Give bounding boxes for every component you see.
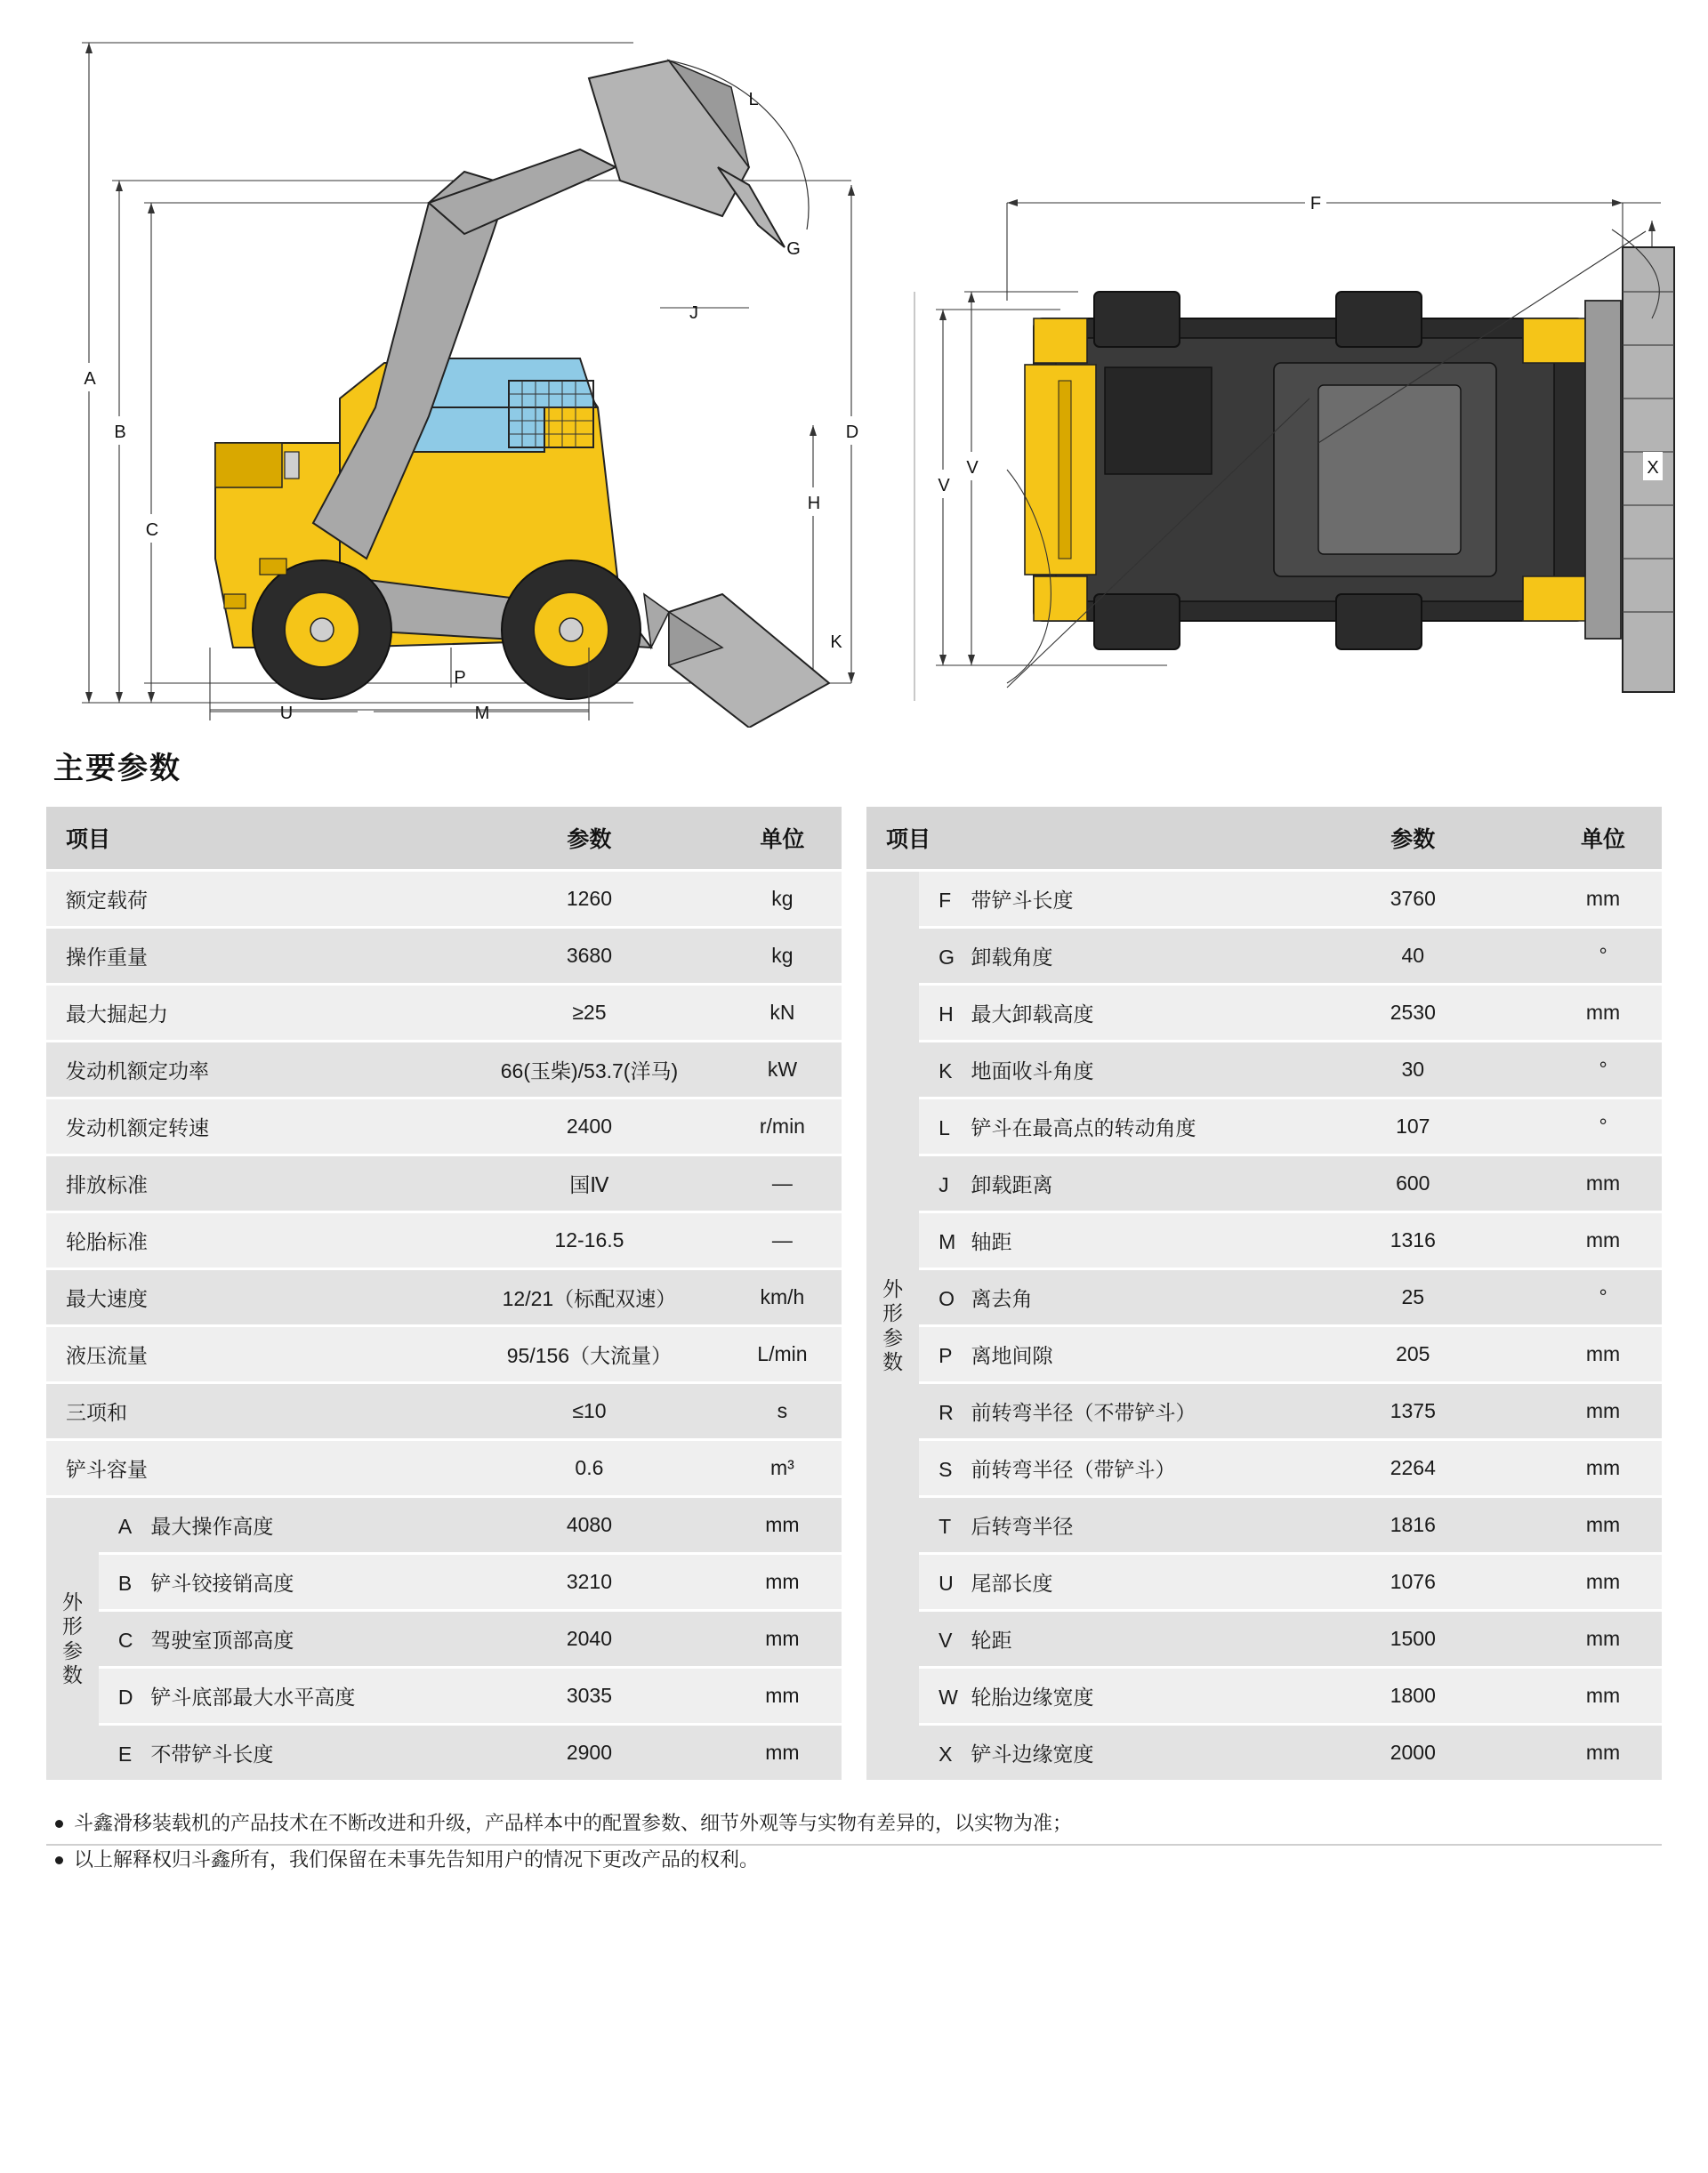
row-unit: mm — [1544, 1326, 1662, 1383]
row-item — [919, 1668, 1281, 1725]
table-row — [46, 1725, 842, 1782]
row-unit: mm — [1544, 1725, 1662, 1782]
row-unit: mm — [1544, 985, 1662, 1042]
group-label-outline — [46, 1497, 99, 1782]
row-item-text: 前转弯半径（带铲斗） — [971, 1458, 1176, 1481]
header-item: 项目 — [46, 807, 455, 871]
table-row — [46, 1155, 842, 1212]
table-row — [46, 1497, 842, 1554]
row-item-text: 带铲斗长度 — [971, 889, 1074, 912]
row-value: 3760 — [1281, 871, 1544, 928]
row-code: W — [939, 1686, 958, 1709]
group-label-outline — [866, 871, 919, 1782]
table-row — [46, 1326, 842, 1383]
dim-label-K: K — [830, 632, 842, 652]
row-item-text: 卸载距离 — [971, 1173, 1053, 1196]
row-item-text: 离去角 — [971, 1287, 1033, 1310]
row-value: 2400 — [455, 1099, 723, 1155]
row-unit: kg — [723, 928, 842, 985]
dim-label-B: B — [114, 423, 126, 442]
row-item-text: 轮距 — [971, 1629, 1012, 1652]
row-item: 轮胎标准 — [46, 1212, 455, 1269]
footnote-item — [55, 1806, 1662, 1842]
row-code: V — [939, 1629, 953, 1652]
table-row — [866, 1554, 1662, 1611]
header-param: 参数 — [455, 807, 723, 871]
side-view-drawing — [46, 25, 900, 728]
row-value: 3210 — [455, 1554, 723, 1611]
row-unit: mm — [1544, 1611, 1662, 1668]
row-code: D — [117, 1686, 133, 1709]
row-value: 3680 — [455, 928, 723, 985]
row-item — [919, 1269, 1281, 1326]
top-view-drawing — [900, 25, 1683, 728]
dim-label-V2: V — [938, 476, 950, 495]
row-value: 1316 — [1281, 1212, 1544, 1269]
row-item — [99, 1611, 455, 1668]
table-row — [866, 1725, 1662, 1782]
row-code: A — [117, 1515, 133, 1538]
row-unit: mm — [723, 1668, 842, 1725]
row-unit: — — [723, 1212, 842, 1269]
row-item: 铲斗容量 — [46, 1440, 455, 1497]
bullet-icon — [55, 1856, 63, 1864]
row-value: 1076 — [1281, 1554, 1544, 1611]
row-unit: ° — [1544, 1042, 1662, 1099]
table-row — [866, 1611, 1662, 1668]
table-row — [866, 1440, 1662, 1497]
dim-label-A: A — [84, 369, 96, 389]
row-item: 最大掘起力 — [46, 985, 455, 1042]
row-item-text: 铲斗在最高点的转动角度 — [971, 1116, 1196, 1139]
row-item-text: 最大卸载高度 — [971, 1002, 1094, 1026]
row-item — [99, 1668, 455, 1725]
row-unit: mm — [723, 1611, 842, 1668]
row-unit: mm — [1544, 1212, 1662, 1269]
row-unit: km/h — [723, 1269, 842, 1326]
header-unit: 单位 — [1544, 807, 1662, 871]
row-value: 12/21（标配双速） — [455, 1269, 723, 1326]
table-row — [46, 1440, 842, 1497]
left-spec-table — [46, 807, 842, 1783]
row-value: 1816 — [1281, 1497, 1544, 1554]
table-row — [866, 871, 1662, 928]
row-item — [99, 1497, 455, 1554]
row-code: S — [939, 1458, 953, 1481]
table-row — [866, 1212, 1662, 1269]
row-unit: ° — [1544, 1269, 1662, 1326]
left-spec-table-wrap — [46, 807, 842, 1783]
row-value: 2000 — [1281, 1725, 1544, 1782]
page-title: 主要参数 — [53, 752, 181, 785]
header-unit: 单位 — [723, 807, 842, 871]
row-item-text: 地面收斗角度 — [971, 1059, 1094, 1082]
row-item-text: 离地间隙 — [971, 1344, 1053, 1367]
drawings-area — [46, 25, 1662, 728]
row-item — [919, 871, 1281, 928]
row-code: B — [117, 1572, 133, 1595]
footnote-item — [55, 1842, 1662, 1879]
row-value: 205 — [1281, 1326, 1544, 1383]
row-item: 操作重量 — [46, 928, 455, 985]
table-header-row — [46, 807, 842, 871]
row-value: 95/156（大流量） — [455, 1326, 723, 1383]
row-item-text: 轮胎边缘宽度 — [971, 1686, 1094, 1709]
row-value: 25 — [1281, 1269, 1544, 1326]
table-row — [866, 928, 1662, 985]
row-unit: mm — [1544, 1383, 1662, 1440]
row-unit: mm — [1544, 871, 1662, 928]
dim-label-D: D — [845, 423, 859, 442]
footer-divider — [46, 1844, 1662, 1846]
row-unit: m³ — [723, 1440, 842, 1497]
row-code: K — [939, 1059, 953, 1082]
row-item — [919, 1440, 1281, 1497]
row-code: X — [939, 1742, 953, 1766]
row-item-text: 驾驶室顶部高度 — [150, 1629, 294, 1652]
row-value: 2900 — [455, 1725, 723, 1782]
table-row — [866, 1497, 1662, 1554]
row-unit: mm — [1544, 1440, 1662, 1497]
row-value: 1260 — [455, 871, 723, 928]
row-unit: kN — [723, 985, 842, 1042]
row-item — [919, 1725, 1281, 1782]
row-item: 发动机额定功率 — [46, 1042, 455, 1099]
row-item — [919, 1497, 1281, 1554]
row-item — [919, 1099, 1281, 1155]
row-code: J — [939, 1173, 949, 1196]
row-value: 国Ⅳ — [455, 1155, 723, 1212]
row-item — [919, 1611, 1281, 1668]
table-row — [866, 1099, 1662, 1155]
table-row — [866, 1383, 1662, 1440]
row-value: 107 — [1281, 1099, 1544, 1155]
row-item — [919, 1155, 1281, 1212]
row-value: 1500 — [1281, 1611, 1544, 1668]
row-unit: mm — [723, 1725, 842, 1782]
row-unit: r/min — [723, 1099, 842, 1155]
right-spec-table-wrap — [866, 807, 1662, 1783]
spec-tables — [46, 807, 1662, 1783]
row-value: 3035 — [455, 1668, 723, 1725]
row-item: 最大速度 — [46, 1269, 455, 1326]
group-label-text: 外形参数 — [61, 1590, 83, 1686]
row-item: 额定载荷 — [46, 871, 455, 928]
row-item-text: 卸载角度 — [971, 946, 1053, 969]
group-label-text: 外形参数 — [882, 1277, 904, 1373]
dim-label-J: J — [689, 303, 698, 323]
dim-label-F: F — [1309, 194, 1322, 213]
row-unit: mm — [723, 1554, 842, 1611]
row-value: 600 — [1281, 1155, 1544, 1212]
row-unit: mm — [723, 1497, 842, 1554]
row-unit: mm — [1544, 1668, 1662, 1725]
row-code: F — [939, 889, 952, 912]
table-row — [866, 1269, 1662, 1326]
row-item-text: 铲斗边缘宽度 — [971, 1742, 1094, 1766]
table-row — [46, 985, 842, 1042]
table-row — [46, 1611, 842, 1668]
row-item: 发动机额定转速 — [46, 1099, 455, 1155]
table-row — [866, 1668, 1662, 1725]
header-item: 项目 — [866, 807, 1281, 871]
row-code: M — [939, 1230, 956, 1253]
row-item: 排放标准 — [46, 1155, 455, 1212]
row-value: 30 — [1281, 1042, 1544, 1099]
dim-label-P: P — [454, 668, 466, 688]
dim-label-M: M — [474, 704, 490, 723]
row-code: R — [939, 1401, 954, 1424]
row-value: 1375 — [1281, 1383, 1544, 1440]
row-unit: mm — [1544, 1155, 1662, 1212]
table-row — [46, 871, 842, 928]
table-row — [46, 1554, 842, 1611]
row-value: 0.6 — [455, 1440, 723, 1497]
row-unit: mm — [1544, 1554, 1662, 1611]
row-item — [919, 1042, 1281, 1099]
dim-label-X: X — [1647, 458, 1659, 478]
row-item-text: 最大操作高度 — [150, 1515, 274, 1538]
table-row — [46, 1269, 842, 1326]
row-code: C — [117, 1629, 133, 1652]
row-item — [99, 1554, 455, 1611]
table-row — [46, 1212, 842, 1269]
row-value: 2264 — [1281, 1440, 1544, 1497]
row-code: U — [939, 1572, 954, 1595]
row-unit: — — [723, 1155, 842, 1212]
row-value: 66(玉柴)/53.7(洋马) — [455, 1042, 723, 1099]
row-unit: kg — [723, 871, 842, 928]
bullet-icon — [55, 1820, 63, 1828]
table-row — [866, 1042, 1662, 1099]
table-header-row — [866, 807, 1662, 871]
row-item: 液压流量 — [46, 1326, 455, 1383]
row-item — [919, 928, 1281, 985]
row-item — [919, 1383, 1281, 1440]
row-code: E — [117, 1742, 133, 1766]
dim-label-H: H — [807, 494, 821, 513]
header-param: 参数 — [1281, 807, 1544, 871]
row-item-text: 轴距 — [971, 1230, 1012, 1253]
row-value: ≥25 — [455, 985, 723, 1042]
row-value: 1800 — [1281, 1668, 1544, 1725]
row-code: H — [939, 1002, 954, 1026]
row-unit: L/min — [723, 1326, 842, 1383]
row-item: 三项和 — [46, 1383, 455, 1440]
table-row — [46, 1042, 842, 1099]
row-item-text: 铲斗底部最大水平高度 — [150, 1686, 356, 1709]
dim-label-V1: V — [966, 458, 979, 478]
row-item — [919, 1212, 1281, 1269]
row-code: T — [939, 1515, 952, 1538]
dim-label-G: G — [786, 239, 801, 259]
row-unit: mm — [1544, 1497, 1662, 1554]
row-item-text: 后转弯半径 — [971, 1515, 1074, 1538]
row-item-text: 铲斗铰接销高度 — [150, 1572, 294, 1595]
footnote-text: 以上解释权归斗鑫所有，我们保留在未事先告知用户的情况下更改产品的权利。 — [74, 1847, 760, 1871]
row-value: 2530 — [1281, 985, 1544, 1042]
row-item — [919, 1554, 1281, 1611]
dim-label-U: U — [279, 704, 294, 723]
row-item-text: 前转弯半径（不带铲斗） — [971, 1401, 1196, 1424]
dim-label-C: C — [145, 520, 159, 540]
table-row — [46, 1668, 842, 1725]
row-code: O — [939, 1287, 955, 1310]
row-item-text: 尾部长度 — [971, 1572, 1053, 1595]
table-row — [46, 1099, 842, 1155]
row-value: ≤10 — [455, 1383, 723, 1440]
footnotes — [55, 1806, 1662, 1878]
table-row — [46, 928, 842, 985]
row-code: L — [939, 1116, 950, 1139]
row-unit: kW — [723, 1042, 842, 1099]
row-item — [919, 985, 1281, 1042]
row-unit: s — [723, 1383, 842, 1440]
row-value: 12-16.5 — [455, 1212, 723, 1269]
table-row — [866, 985, 1662, 1042]
row-value: 2040 — [455, 1611, 723, 1668]
row-unit: ° — [1544, 1099, 1662, 1155]
row-unit: ° — [1544, 928, 1662, 985]
row-code: G — [939, 946, 955, 969]
dim-label-L: L — [748, 90, 759, 109]
row-value: 4080 — [455, 1497, 723, 1554]
footnote-text: 斗鑫滑移装载机的产品技术在不断改进和升级，产品样本中的配置参数、细节外观等与实物有差异的，以实物为准； — [74, 1812, 1073, 1834]
row-item — [919, 1326, 1281, 1383]
row-item — [99, 1725, 455, 1782]
row-code: P — [939, 1344, 953, 1367]
table-row — [46, 1383, 842, 1440]
row-item-text: 不带铲斗长度 — [150, 1742, 274, 1766]
right-spec-table — [866, 807, 1662, 1783]
row-value: 40 — [1281, 928, 1544, 985]
table-row — [866, 1155, 1662, 1212]
table-row — [866, 1326, 1662, 1383]
